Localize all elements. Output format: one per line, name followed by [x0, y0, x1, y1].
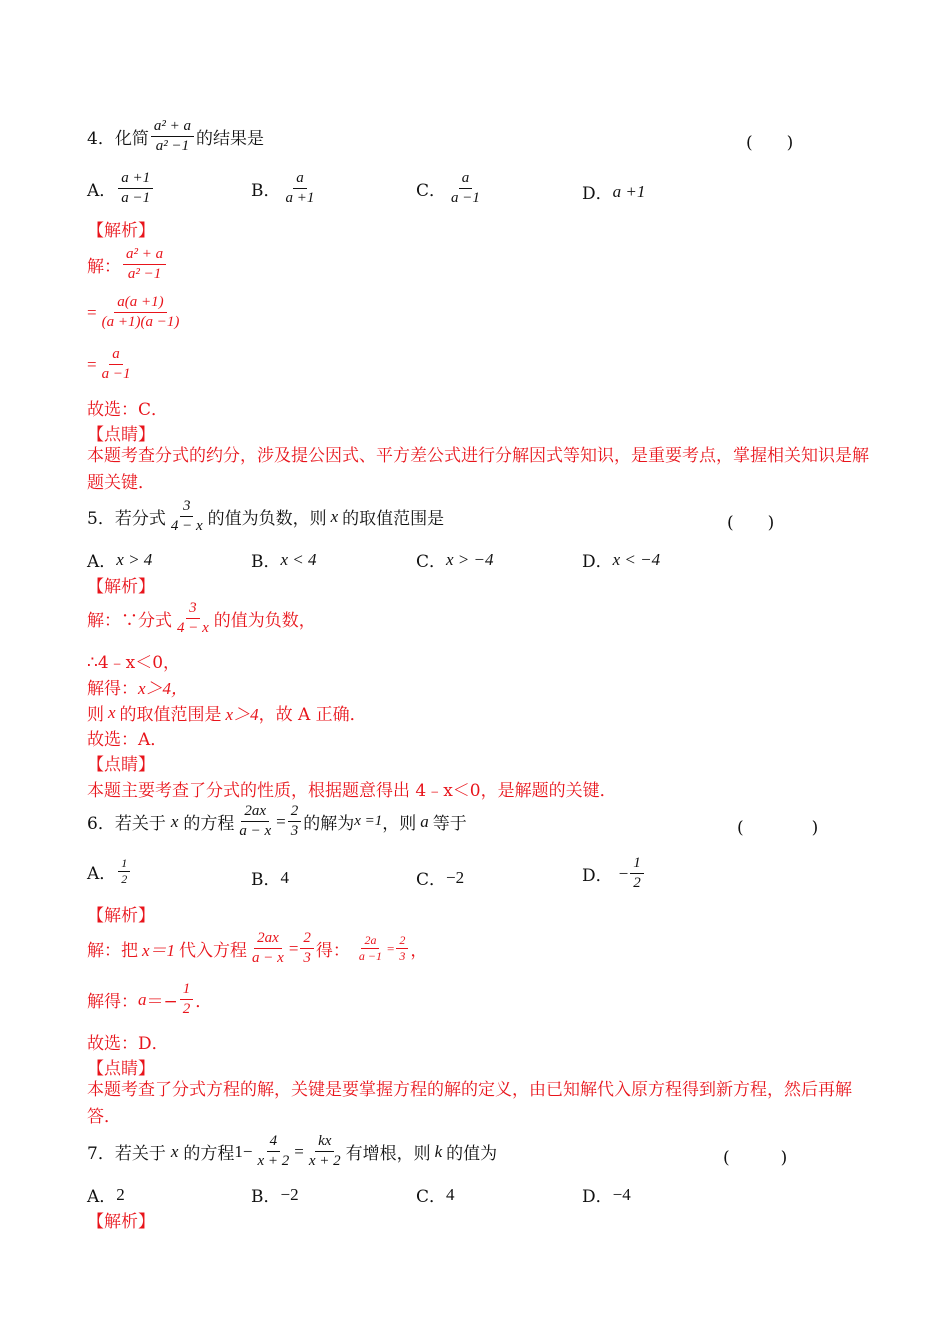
- q5-option-c: C． x > −4: [416, 549, 494, 572]
- q4-answer: 故选：C．: [87, 400, 169, 420]
- q5-option-a: A． x > 4: [87, 549, 153, 572]
- q4-stem-fraction: $\frac{\text{a² + a}}{\text{a² −1}}$: [151, 118, 194, 155]
- q7-stem: 7．若关于 x 的方程 1− $\frac{4}{x + 2}$ = $\frac{kx}{x + 2}$ 有增根，则 k 的值为: [87, 1133, 498, 1169]
- q7-option-a: A． 2: [87, 1184, 125, 1207]
- q5-option-d: D． x < −4: [582, 549, 661, 572]
- q4-option-c: C． $\frac{a}{a -1}$: [416, 170, 480, 206]
- q4-option-a: A． $\frac{a +1}{a -1}$: [87, 170, 155, 207]
- q5-solution-line1: 解：∵分式 $\frac{3}{4 - x}$ 的值为负数，: [87, 600, 316, 636]
- q7-option-d: D． −4: [582, 1184, 631, 1207]
- q4-option-b: B． $\frac{a}{a +1}$: [251, 170, 315, 206]
- q5-option-b: B． x < 4: [251, 549, 317, 572]
- q6-analysis-title: 【解析】: [87, 906, 155, 926]
- q5-stem: 5．若分式 $\frac{3}{4 - x}$ 的值为负数，则 x 的取值范围是: [87, 498, 445, 534]
- q6-stem: 6．若关于 x 的方程 $\frac{2ax}{a - x}$ = $\frac{2}{3}$ 的解为 x =1 ，则 a 等于: [87, 803, 467, 839]
- q6-answer-paren: ( ): [737, 818, 819, 838]
- q4-solution-step3: = $\frac{a}{a -1}$: [87, 346, 131, 382]
- q7-answer-paren: ( ): [723, 1148, 788, 1168]
- q5-solution-line2: ∴4﹣x＜0，: [87, 653, 181, 673]
- q4-stem: [87, 118, 264, 155]
- q6-option-d: D． − $\frac{1}{2}$: [582, 855, 646, 892]
- q4-answer-paren: ( ): [746, 133, 794, 153]
- q5-analysis-title: 【解析】: [87, 577, 155, 597]
- q4-option-d: D． a +1: [582, 181, 646, 204]
- q5-comment: 本题主要考查了分式的性质，根据题意得出 4﹣x＜0，是解题的关键．: [87, 781, 617, 801]
- q6-option-c: C． −2: [416, 867, 465, 890]
- q4-analysis-title: 【解析】: [87, 221, 155, 241]
- q6-solution-line2: 解得： a ＝− $\frac{1}{2}$ ．: [87, 981, 213, 1017]
- q5-comment-title: 【点睛】: [87, 755, 155, 775]
- q4-stem-suffix: 的结果是: [195, 129, 264, 149]
- q5-answer: 故选：A．: [87, 730, 168, 750]
- q6-option-b: B． 4: [251, 867, 289, 890]
- q7-option-c: C． 4: [416, 1184, 455, 1207]
- q6-answer: 故选：D．: [87, 1034, 169, 1054]
- q6-comment: 本题考查了分式方程的解，关键是要掌握方程的解的定义，由已知解代入原方程得到新方程，然后再解答．: [87, 1080, 852, 1127]
- q6-option-a: A． $\frac{1}{2}$: [87, 857, 132, 886]
- q4-comment-title: 【点睛】: [87, 425, 155, 445]
- q4-solution-step2: = $\frac{a(a +1)}{(a +1)(a -1)}$: [87, 294, 180, 330]
- q4-stem-prefix: 4．化简: [87, 129, 149, 149]
- q5-solution-line4: 则 x 的取值范围是 x＞4 ，故 A 正确．: [87, 702, 367, 725]
- q7-analysis-title: 【解析】: [87, 1212, 155, 1232]
- q5-answer-paren: ( ): [727, 513, 775, 533]
- q6-solution-line1: 解：把 x＝1 代入方程 $\frac{2ax}{a - x}$ = $\frac{2}{3}$ 得： $\frac{2a}{a -1}$ = $\frac{2}{3}$ ，: [87, 930, 428, 966]
- q4-solution-step1: 解： $\frac{\text{a² + a}}{\text{a² −1}}$: [87, 246, 168, 283]
- q7-option-b: B． −2: [251, 1184, 299, 1207]
- q6-comment-title: 【点睛】: [87, 1059, 155, 1079]
- q5-solution-line3: 解得： x＞4，: [87, 679, 189, 699]
- q4-comment: 本题考查分式的约分，涉及提公因式、平方差公式进行分解因式等知识，是重要考点，掌握相关知识是解题关键．: [87, 446, 869, 493]
